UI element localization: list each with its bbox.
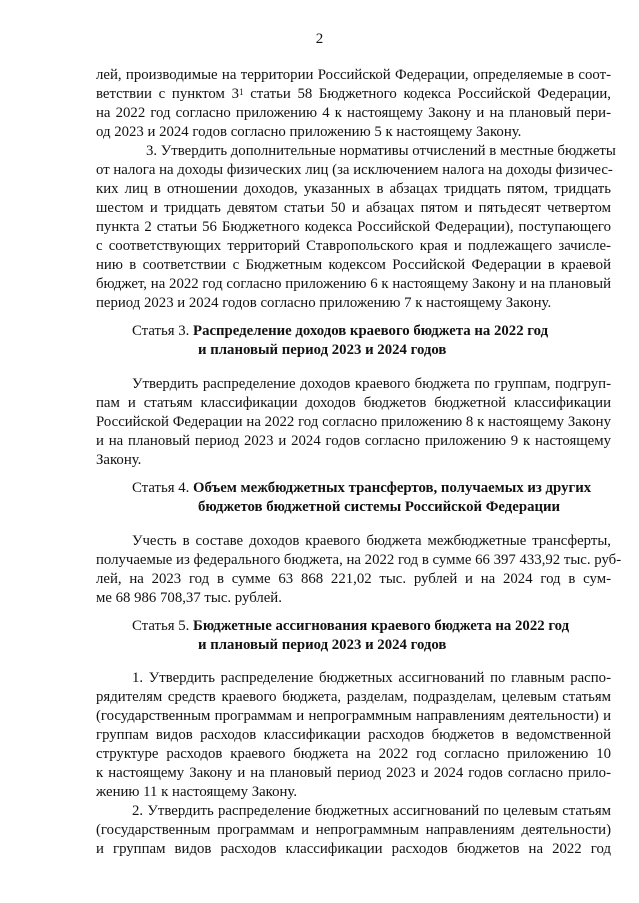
article-4-heading (132, 479, 591, 497)
article-5-heading-line-2 (198, 636, 446, 654)
article-5-heading (132, 617, 569, 635)
text-line: Закону. (96, 452, 142, 468)
article-3-heading-line-2 (198, 341, 446, 359)
text-line: к настоящему Закону и на плановый период 2023 и 2024 годов согласно прило- (96, 765, 611, 781)
text-line: лей, производимые на территории Российской Федерации, определяемые в соот- (96, 67, 611, 83)
text-line: группам видов расходов классификации расходов бюджетов в ведомственной (96, 727, 611, 743)
text-line: от налога на доходы физических лиц (за исключением налога на доходы физичес- (96, 162, 613, 178)
article-title: бюджетов бюджетной системы Российской Федерации (198, 499, 561, 515)
text-line: и группам видов расходов классификации расходов бюджетов на 2022 год (96, 841, 611, 857)
text-line: бюджет, на 2022 год согласно приложению 6 к настоящему Закону и на плановый (96, 276, 611, 292)
superscript: 1 (239, 87, 244, 97)
article-label: Статья 4. (132, 480, 194, 496)
text-line: жению 11 к настоящему Закону. (96, 784, 298, 800)
text-span: статьи 58 Бюджетного кодекса Российской Федерации, (243, 86, 611, 102)
article-title: Объем межбюджетных трансфертов, получаемых из других (193, 480, 592, 496)
text-line: шестом и тридцать девятом статьи 50 и абзацах пятом и пятьдесят четвертом (96, 200, 611, 216)
text-line: структуре расходов краевого бюджета на 2022 год согласно приложению 10 (96, 746, 611, 762)
text-line: с соответствующих территорий Ставропольского края и подлежащего зачисле- (96, 238, 611, 254)
text-line: Учесть в составе доходов краевого бюджета межбюджетные трансферты, (132, 533, 611, 549)
text-line: на 2022 год согласно приложению 4 к настоящему Закону и на плановый пери- (96, 105, 611, 121)
text-line: и на плановый период 2023 и 2024 годов согласно приложению 9 к настоящему (96, 433, 611, 449)
article-title: Распределение доходов краевого бюджета на 2022 год (193, 323, 549, 339)
text-line (96, 85, 611, 103)
text-line: Утвердить распределение доходов краевого бюджета по группам, подгруп- (132, 376, 611, 392)
text-span: ветствии с пунктом 3 (96, 86, 240, 102)
text-line: получаемые из федерального бюджета, на 2022 год в сумме 66 397 433,92 тыс. руб- (96, 552, 622, 568)
page-number: 2 (315, 31, 324, 47)
text-line: ких лиц в отношении доходов, указанных в абзацах тридцать пятом, тридцать (96, 181, 611, 197)
text-line: пункта 2 статьи 56 Бюджетного кодекса Российской Федерации), поступающего (96, 219, 611, 235)
text-line: Российской Федерации на 2022 год согласно приложению 8 к настоящему Закону (96, 414, 611, 430)
text-line: 3. Утвердить дополнительные нормативы отчислений в местные бюджеты (146, 143, 616, 159)
article-label: Статья 5. (132, 618, 194, 634)
article-title: Бюджетные ассигнования краевого бюджета на 2022 год (193, 618, 570, 634)
article-title: и плановый период 2023 и 2024 годов (198, 637, 447, 653)
text-line: ме 68 986 708,37 тыс. рублей. (96, 590, 282, 606)
text-line: нию в соответствии с Бюджетным кодексом Российской Федерации в краевой (96, 257, 611, 273)
text-line: период 2023 и 2024 годов согласно приложению 7 к настоящему Закону. (96, 295, 552, 311)
text-line: рядителям средств краевого бюджета, разделам, подразделам, целевым статьям (96, 689, 611, 705)
text-line: (государственным программам и непрограммным направлениям деятельности) и (96, 708, 611, 724)
article-3-heading (132, 322, 548, 340)
text-line: пам и статьям классификации доходов бюджетов бюджетной классификации (96, 395, 611, 411)
article-title: и плановый период 2023 и 2024 годов (198, 342, 447, 358)
article-label: Статья 3. (132, 323, 194, 339)
article-4-heading-line-2 (198, 498, 560, 516)
text-line: 1. Утвердить распределение бюджетных ассигнований по главным распо- (132, 670, 611, 686)
text-line: (государственным программам и непрограммным направлениям деятельности) (96, 822, 611, 838)
text-line: од 2023 и 2024 годов согласно приложению 5 к настоящему Закону. (96, 124, 522, 140)
text-line: 2. Утвердить распределение бюджетных ассигнований по целевым статьям (132, 803, 611, 819)
text-line: лей, на 2023 год в сумме 63 868 221,02 тыс. рублей и на 2024 год в сум- (96, 571, 611, 587)
